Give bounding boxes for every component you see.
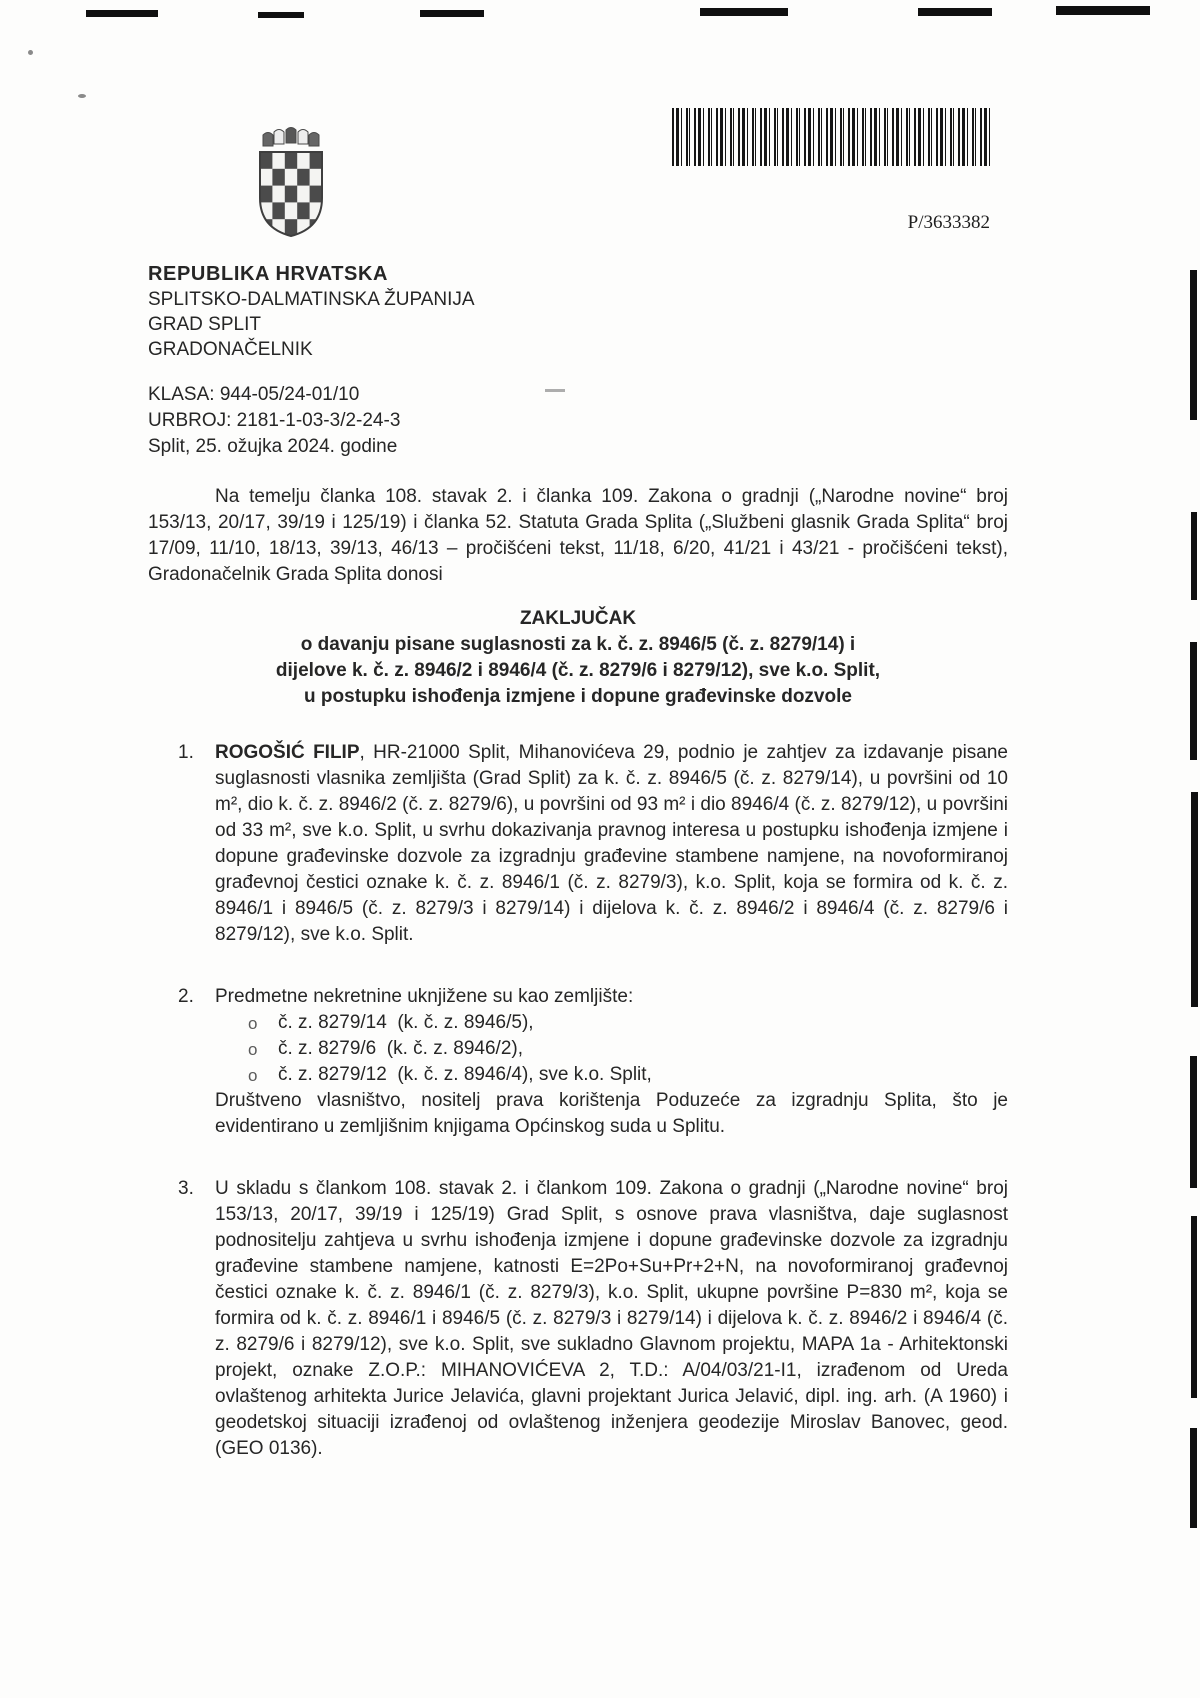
- item-3: [148, 1176, 1008, 1462]
- croatia-coat-of-arms-icon: [248, 122, 336, 242]
- list-item: [215, 1010, 1008, 1036]
- title-subtitle-line: u postupku ishođenja izmjene i dopune građevinske dozvole: [304, 686, 852, 707]
- letterhead: [148, 262, 1008, 362]
- list-item: [215, 1062, 1008, 1088]
- scan-artifact: [1190, 270, 1197, 420]
- parcel-entry: č. z. 8279/6 (k. č. z. 8946/2),: [278, 1038, 524, 1059]
- org-line-republic: REPUBLIKA HRVATSKA: [148, 263, 389, 285]
- reference-block: [148, 382, 1008, 460]
- scan-artifact: [1190, 1428, 1197, 1528]
- title-main: ZAKLJUČAK: [519, 608, 637, 629]
- bullet-icon: o: [248, 1014, 258, 1033]
- scan-artifact: [918, 8, 992, 16]
- parcel-entry: č. z. 8279/14 (k. č. z. 8946/5),: [278, 1012, 534, 1033]
- decision-title: [148, 606, 1008, 710]
- org-line-mayor: GRADONAČELNIK: [148, 339, 313, 360]
- item-1: [148, 740, 1008, 948]
- list-item: [215, 1036, 1008, 1062]
- title-subtitle-line: o davanju pisane suglasnosti za k. č. z. 8946/5 (č. z. 8279/14) i: [300, 634, 856, 655]
- decision-items: [148, 740, 1008, 1462]
- scan-artifact: [1056, 6, 1150, 15]
- applicant-name: ROGOŠIĆ FILIP: [215, 742, 360, 763]
- scan-artifact: [1190, 642, 1197, 760]
- barcode: [672, 108, 990, 166]
- item-number: 1.: [178, 742, 194, 763]
- scan-artifact: [420, 10, 484, 17]
- preamble-paragraph: Na temelju članka 108. stavak 2. i članka 109. Zakona o gradnji („Narodne novine“ broj 153/13, 20/17, 39/19 i 125/19) i članka 52. Statuta Grada Splita („Službeni glasnik Grada Splita“ broj 17/09, 11/10, 18/13, 39/13, 46/13 – pročišćeni tekst, 11/18, 6/20, 41/21 i 43/21 - pročišćeni tekst), Gradonačelnik Grada Splita donosi: [148, 486, 1008, 585]
- org-line-county: SPLITSKO-DALMATINSKA ŽUPANIJA: [148, 289, 475, 310]
- parcel-list: [215, 1010, 1008, 1088]
- item-1-body: , HR-21000 Split, Mihanovićeva 29, podnio je zahtjev za izdavanje pisane suglasnosti vlasnika zemljišta (Grad Split) za k. č. z. 8946/5 (č. z. 8279/14), u površini od 10 m², dio k. č. z. 8946/2 (č. z. 8279/6), u površini od 93 m² i dio 8946/4 (č. z. 8279/12), u površini od 33 m², sve k.o. Split, u svrhu dokazivanja pravnog interesa u postupku ishođenja izmjene i dopune građevinske dozvole za izgradnju građevine stambene namjene, na novoformiranoj građevnoj čestici oznake k. č. z. 8946/1 (č. z. 8279/3), k.o. Split, koja se formira od k. č. z. 8946/1 i 8946/5 (č. z. 8279/3 i 8279/14) i dijelova k. č. z. 8946/2 i 8946/4 (č. z. 8279/6 i 8279/12), sve k.o. Split.: [215, 742, 1008, 945]
- scan-artifact: [700, 8, 788, 16]
- item-2-intro: Predmetne nekretnine uknjižene su kao zemljište:: [215, 986, 634, 1007]
- document-body: [148, 262, 1008, 1498]
- scan-artifact: [1190, 1056, 1197, 1188]
- scan-artifact: [1191, 512, 1197, 600]
- bullet-icon: o: [248, 1040, 258, 1059]
- org-line-city: GRAD SPLIT: [148, 314, 261, 335]
- scan-artifact: [258, 12, 304, 18]
- item-number: 2.: [178, 986, 194, 1007]
- scan-artifact: [1191, 1216, 1197, 1398]
- item-2: [148, 984, 1008, 1140]
- parcel-entry: č. z. 8279/12 (k. č. z. 8946/4), sve k.o. Split,: [278, 1064, 652, 1085]
- title-subtitle-line: dijelove k. č. z. 8946/2 i 8946/4 (č. z. 8279/6 i 8279/12), sve k.o. Split,: [275, 660, 881, 681]
- item-number: 3.: [178, 1178, 194, 1199]
- bullet-icon: o: [248, 1066, 258, 1085]
- scan-speck: [28, 50, 33, 55]
- place-date-line: Split, 25. ožujka 2024. godine: [148, 436, 398, 457]
- urbroj-line: URBROJ: 2181-1-03-3/2-24-3: [148, 410, 401, 431]
- scan-speck: [78, 94, 86, 98]
- scan-artifact: [86, 10, 158, 17]
- klasa-line: KLASA: 944-05/24-01/10: [148, 384, 360, 405]
- item-3-text: U skladu s člankom 108. stavak 2. i člankom 109. Zakona o gradnji („Narodne novine“ broj 153/13, 20/17, 39/19 i 125/19) Grad Split, s osnove prava vlasništva, daje suglasnost podnositelju zahtjeva u svrhu ishođenja izmjene i dopune građevinske dozvole za izgradnju građevine stambene namjene, katnosti E=2Po+Su+Pr+2+N, na novoformiranoj građevnoj čestici oznake k. č. z. 8946/1 (č. z. 8279/3), k.o. Split, ukupne površine P=830 m², koja se formira od k. č. z. 8946/1 i 8946/5 (č. z. 8279/3 i 8279/14) i dijelova k. č. z. 8946/2 i 8946/4 (č. z. 8279/6 i 8279/12), sve k.o. Split, sve sukladno Glavnom projektu, MAPA 1a - Arhitektonski projekt, oznake Z.O.P.: MIHANOVIĆEVA 2, T.D.: A/04/03/21-I1, izrađenom od Ureda ovlaštenog arhitekta Jurice Jelavića, glavni projektant Jurica Jelavić, dipl. ing. arh. (A 1960) i geodetskoj situaciji izrađenoj od ovlaštenog inženjera geodezije Miroslav Banovec, geod. (GEO 0136).: [215, 1178, 1008, 1459]
- barcode-label: P/3633382: [907, 212, 990, 233]
- item-1-text: [215, 740, 1008, 948]
- scan-artifact: [1191, 792, 1198, 1007]
- item-2-outro: Društveno vlasništvo, nositelj prava korištenja Poduzeće za izgradnju Splita, što je evidentirano u zemljišnim knjigama Općinskog suda u Splitu.: [215, 1090, 1008, 1137]
